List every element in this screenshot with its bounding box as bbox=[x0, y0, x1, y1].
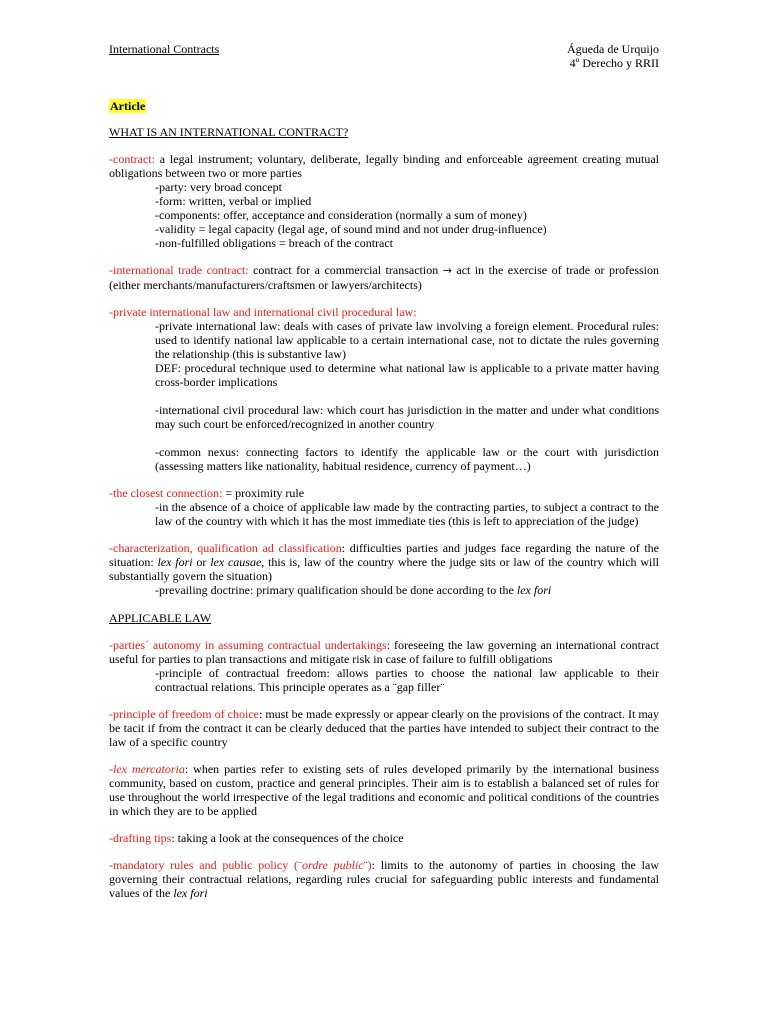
characterization-sub-text: -prevailing doctrine: primary qualification should be done according to the bbox=[155, 583, 517, 597]
pil-paragraph: -private international law: deals with cases of private law involving a foreign element. Procedural rules: used to identify national law applicable to a certain international case, not to dictate the rules governing the relationship (this is substantive law) bbox=[155, 319, 659, 361]
freedom-text: : must be made expressly or appear clearly on the provisions of the contract. It may be tacit if from the contract it can be clearly deduced that the parties have intended to subject their contract to the law of a specific country bbox=[109, 707, 660, 749]
pil-paragraph: -international civil procedural law: which court has jurisdiction in the matter and under what conditions may such court be enforced/recognized in another country bbox=[155, 403, 659, 431]
term-lex-mercatoria: lex mercatoria bbox=[113, 762, 185, 776]
closest-text: = proximity rule bbox=[222, 486, 305, 500]
term-mandatory-close: ¨) bbox=[363, 858, 372, 872]
term-drafting-tips: -drafting tips bbox=[109, 831, 172, 845]
term-pil: -private international law and international civil procedural law bbox=[109, 305, 414, 319]
closest-sub: -in the absence of a choice of applicable law made by the contracting parties, to subject a contract to the law of the country with which it has the most immediate ties (this is left to appreciation of the judge) bbox=[155, 500, 659, 528]
pil-definition: DEF: procedural technique used to determine what national law is applicable to a private matter having cross-border implications bbox=[155, 361, 659, 389]
drafting-text: : taking a look at the consequences of the choice bbox=[171, 831, 404, 845]
term-closest-connection: -the closest connection: bbox=[109, 486, 223, 500]
section-contract bbox=[109, 152, 659, 180]
contract-item: -party: very broad concept bbox=[155, 180, 282, 194]
or-word: or bbox=[192, 555, 211, 569]
trade-text-b: act in the exercise of trade or profession (either merchants/manufacturers/craftsmen or lawyers/architects) bbox=[109, 263, 659, 292]
degree-name: 4º Derecho y RRII bbox=[569, 56, 659, 70]
course-title: International Contracts bbox=[109, 42, 220, 56]
document-body bbox=[109, 99, 659, 900]
mandatory-text: : limits to the autonomy of parties in choosing the law governing their contractual relations, regarding rules crucial for safeguarding public interests and fundamental values of the bbox=[109, 858, 659, 900]
term-trade-contract: -international trade contract: bbox=[109, 263, 249, 277]
term-autonomy: -parties´ autonomy in assuming contractual undertakings bbox=[109, 638, 387, 652]
mercatoria-dash: - bbox=[109, 762, 113, 776]
autonomy-text: : foreseeing the law governing an international contract useful for parties to plan transactions and mitigate risk in case of failure to fulfill obligations bbox=[109, 638, 659, 666]
characterization-text-a: : difficulties parties and judges face regarding the nature of the situation: bbox=[109, 541, 659, 569]
lex-fori-term: lex fori bbox=[516, 583, 552, 597]
pil-paragraph: -common nexus: connecting factors to identify the applicable law or the court with jurisdiction (assessing matters like nationality, habitual residence, currency of payment…) bbox=[155, 445, 659, 473]
contract-item: -non-fulfilled obligations = breach of the contract bbox=[155, 236, 394, 250]
author-block bbox=[567, 42, 659, 70]
contract-item: -form: written, verbal or implied bbox=[155, 194, 312, 208]
section-autonomy bbox=[109, 638, 659, 666]
lex-causae-term: lex causae bbox=[210, 555, 262, 569]
contract-item: -validity = legal capacity (legal age, of sound mind and not under drug-influence) bbox=[155, 222, 547, 236]
term-contract: -contract: bbox=[109, 152, 155, 166]
contract-definition: a legal instrument; voluntary, deliberate, legally binding and enforceable agreement creating mutual obligations between two or more parties bbox=[109, 152, 659, 180]
autonomy-sub: -principle of contractual freedom: allows parties to choose the national law applicable to their contractual relations. This principle operates as a ¨gap filler¨ bbox=[155, 666, 659, 694]
term-pil-colon: : bbox=[413, 305, 417, 319]
section-lex-mercatoria bbox=[109, 762, 659, 818]
term-freedom-of-choice: -principle of freedom of choice bbox=[109, 707, 259, 721]
author-name: Águeda de Urquijo bbox=[567, 42, 659, 56]
heading-what-is-contract: WHAT IS AN INTERNATIONAL CONTRACT? bbox=[109, 125, 349, 139]
section-closest-connection bbox=[109, 486, 659, 500]
mercatoria-text: : when parties refer to existing sets of rules developed primarily by the international business community, based on custom, practice and general principles. Their aim is to establish a balanced set of rules for use throughout the world irrespective of the legal traditions and economic and political conditions of the countries in which they are to be applied bbox=[109, 762, 659, 818]
arrow-right-icon: → bbox=[442, 264, 452, 277]
term-mandatory-rules: -mandatory rules and public policy (¨ bbox=[109, 858, 302, 872]
term-characterization: -characterization, qualification ad classification bbox=[109, 541, 342, 555]
characterization-sub bbox=[109, 583, 659, 597]
contract-item: -components: offer, acceptance and consideration (normally a sum of money) bbox=[155, 208, 527, 222]
article-tag: Article bbox=[110, 99, 146, 113]
heading-applicable-law: APPLICABLE LAW bbox=[109, 611, 212, 625]
lex-fori-term: lex fori bbox=[173, 886, 208, 900]
section-pil bbox=[109, 305, 659, 319]
trade-text-a: contract for a commercial transaction bbox=[248, 263, 443, 277]
section-trade-contract bbox=[109, 263, 659, 292]
section-mandatory-rules bbox=[109, 858, 659, 900]
section-characterization bbox=[109, 541, 659, 583]
lex-fori-term: lex fori bbox=[157, 555, 193, 569]
characterization-text-b: , this is, law of the country where the judge sits or law of the country which will substantially govern the situation) bbox=[109, 555, 660, 583]
ordre-public-term: ordre public bbox=[302, 858, 364, 872]
section-freedom-of-choice bbox=[109, 707, 659, 749]
section-drafting-tips bbox=[109, 831, 659, 845]
